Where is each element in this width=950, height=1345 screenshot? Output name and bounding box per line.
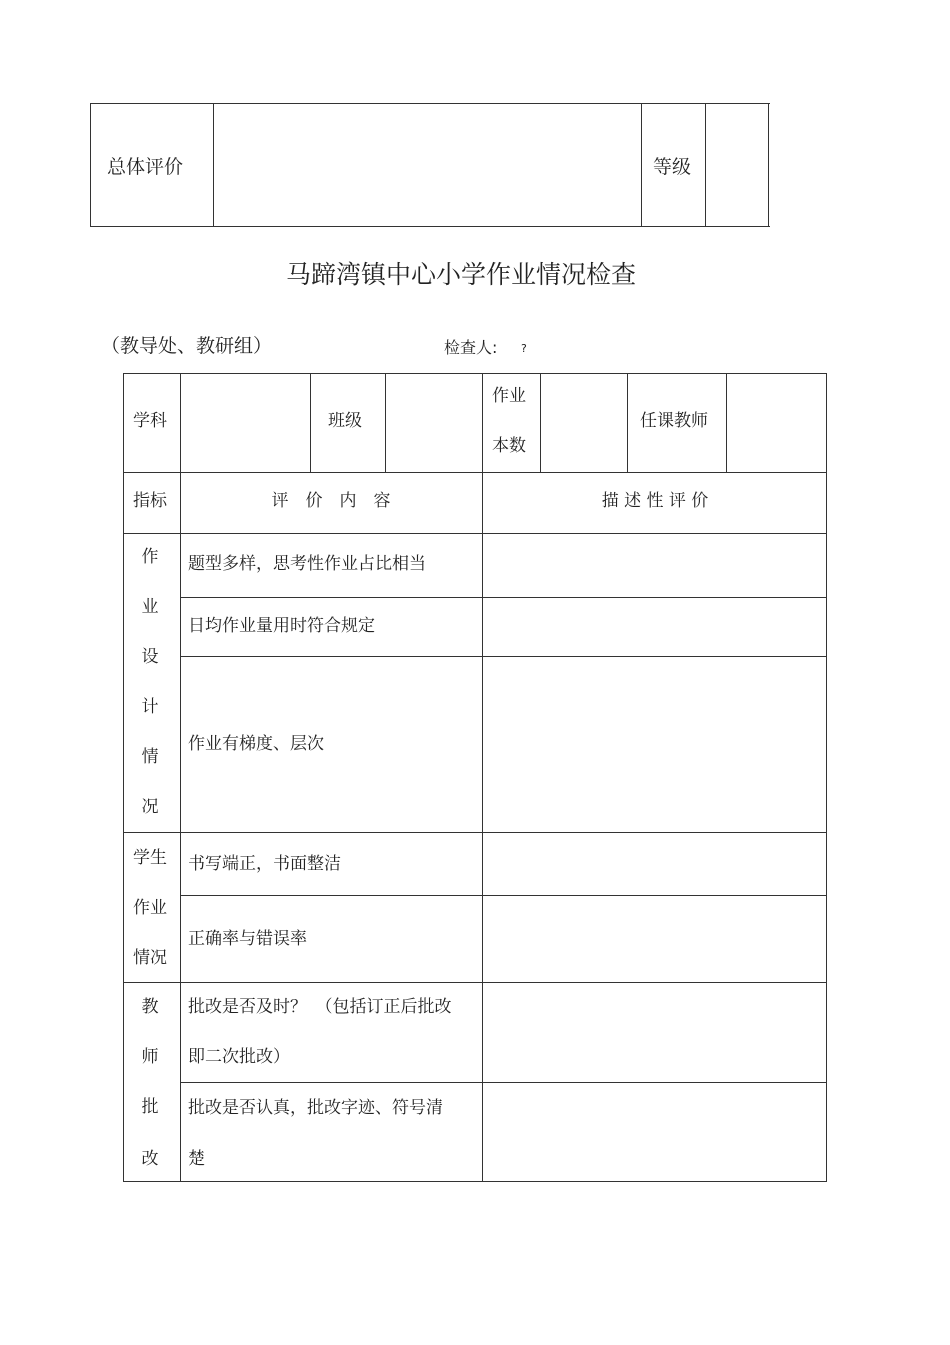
description-header: 描 述 性 评 价 [601, 491, 709, 511]
table-border [123, 373, 827, 374]
inspector-label: 检查人: [444, 338, 498, 357]
teacher-label: 任课教师 [640, 411, 708, 431]
teacher-section-char: 批 [141, 1097, 159, 1117]
table-border [180, 373, 181, 1182]
table-border [641, 103, 642, 227]
table-border [123, 472, 827, 473]
teacher-item-careful-line2: 楚 [188, 1149, 205, 1169]
teacher-section-char: 改 [141, 1149, 159, 1169]
class-label: 班级 [328, 411, 362, 431]
table-border [385, 373, 386, 473]
teacher-section-char: 师 [141, 1047, 159, 1067]
design-item-variety: 题型多样，思考性作业占比相当 [188, 554, 426, 574]
student-item-neatness: 书写端正，书面整洁 [188, 854, 341, 874]
table-border [726, 373, 727, 473]
design-section-char: 计 [141, 697, 159, 717]
table-border [826, 373, 827, 1182]
overall-eval-label: 总体评价 [107, 156, 184, 178]
grade-label: 等级 [653, 156, 692, 178]
design-section-char: 设 [141, 647, 159, 667]
table-border [123, 533, 827, 534]
table-border [90, 226, 770, 227]
design-item-gradient: 作业有梯度、层次 [188, 734, 324, 754]
teacher-item-timely-line2: 即二次批改） [188, 1047, 290, 1067]
table-border [123, 982, 827, 983]
student-section-label: 情况 [133, 948, 167, 968]
table-border [768, 103, 769, 227]
teacher-item-careful-line1: 批改是否认真，批改字迹、符号清 [188, 1098, 443, 1118]
homework-count-label-line2: 本数 [492, 436, 526, 456]
table-border [180, 597, 827, 598]
design-item-time: 日均作业量用时符合规定 [188, 616, 375, 636]
student-section-label: 学生 [133, 848, 167, 868]
indicator-header: 指标 [133, 491, 167, 511]
table-border [482, 373, 483, 1182]
design-section-char: 业 [141, 597, 159, 617]
student-item-accuracy: 正确率与错误率 [188, 929, 307, 949]
table-border [180, 895, 827, 896]
design-section-char: 作 [141, 547, 159, 567]
subject-label: 学科 [133, 411, 167, 431]
table-border [180, 1082, 827, 1083]
table-border [90, 103, 770, 104]
table-border [123, 373, 124, 1182]
table-border [123, 1181, 827, 1182]
teacher-section-char: 教 [141, 997, 159, 1017]
page-title: 马蹄湾镇中心小学作业情况检查 [285, 260, 637, 289]
design-section-char: 况 [141, 797, 159, 817]
table-border [310, 373, 311, 473]
table-border [627, 373, 628, 473]
table-border [123, 832, 827, 833]
design-section-char: 情 [141, 747, 159, 767]
table-border [213, 103, 214, 227]
table-border [180, 656, 827, 657]
student-section-label: 作业 [133, 898, 167, 918]
table-border [90, 103, 91, 227]
content-header: 评 价 内 容 [271, 491, 391, 511]
table-border [705, 103, 706, 227]
homework-count-label-line1: 作业 [492, 386, 526, 406]
teacher-item-timely-line1: 批改是否及时？ （包括订正后批改 [188, 997, 452, 1017]
table-border [540, 373, 541, 473]
department-label: （教导处、教研组） [101, 335, 273, 357]
inspector-value: ? [521, 342, 527, 355]
